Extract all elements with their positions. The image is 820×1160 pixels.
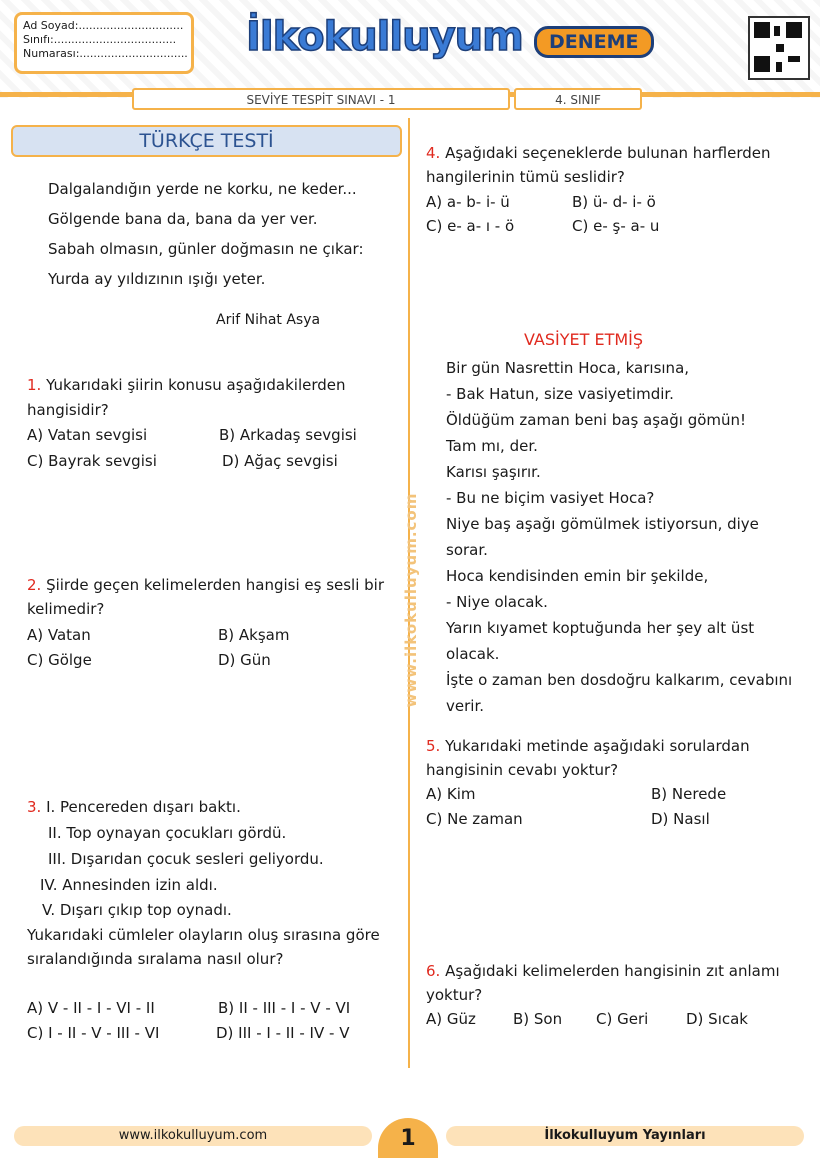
option-d[interactable]: D) III - I - II - IV - V — [216, 1024, 350, 1042]
story-line: Öldüğüm zaman beni baş aşağı gömün! — [446, 411, 747, 429]
story-line: Karısı şaşırır. — [446, 463, 541, 481]
option-a[interactable]: A) a- b- i- ü — [426, 193, 510, 211]
number-line: Numarası:............................... — [23, 47, 188, 60]
poem-line: Gölgende bana da, bana da yer ver. — [48, 210, 318, 228]
option-c[interactable]: C) e- a- ı - ö — [426, 217, 515, 235]
question-number: 2. — [27, 576, 42, 594]
story-line: - Niye olacak. — [446, 593, 548, 611]
option-b[interactable]: B) ü- d- i- ö — [572, 193, 656, 211]
class-line: Sınıfı:................................... — [23, 33, 177, 46]
question-3-item: 3. I. Pencereden dışarı baktı. — [27, 798, 241, 816]
question-3-item: II. Top oynayan çocukları gördü. — [48, 824, 287, 842]
question-6-stem-cont: yoktur? — [426, 986, 483, 1004]
footer-website[interactable]: www.ilkokulluyum.com — [14, 1126, 372, 1146]
question-number: 1. — [27, 376, 42, 394]
question-5-stem-cont: hangisinin cevabı yoktur? — [426, 761, 619, 779]
option-d[interactable]: D) Nasıl — [651, 810, 710, 828]
question-number: 6. — [426, 962, 441, 980]
option-b[interactable]: B) Arkadaş sevgisi — [219, 426, 357, 444]
story-line: Tam mı, der. — [446, 437, 538, 455]
story-line: sorar. — [446, 541, 488, 559]
story-line: - Bak Hatun, size vasiyetimdir. — [446, 385, 674, 403]
question-6-stem: 6. Aşağıdaki kelimelerden hangisinin zıt anlamı — [426, 962, 780, 980]
question-2-stem: 2. Şiirde geçen kelimelerden hangisi eş sesli bir — [27, 576, 385, 594]
qr-code-icon — [748, 16, 810, 80]
page-number: 1 — [378, 1118, 438, 1158]
option-a[interactable]: A) Vatan — [27, 626, 91, 644]
question-3-stem: Yukarıdaki cümleler olayların oluş sırasına göre — [27, 926, 380, 944]
option-b[interactable]: B) Son — [513, 1010, 563, 1028]
story-line: Hoca kendisinden emin bir şekilde, — [446, 567, 709, 585]
story-line: Bir gün Nasrettin Hoca, karısına, — [446, 359, 690, 377]
question-4-stem-cont: hangilerinin tümü seslidir? — [426, 168, 625, 186]
story-line: olacak. — [446, 645, 500, 663]
option-d[interactable]: C) e- ş- a- u — [572, 217, 660, 235]
option-d[interactable]: D) Gün — [218, 651, 271, 669]
story-line: - Bu ne biçim vasiyet Hoca? — [446, 489, 655, 507]
option-a[interactable]: A) Vatan sevgisi — [27, 426, 148, 444]
question-3-item: V. Dışarı çıkıp top oynadı. — [42, 901, 232, 919]
story-line: İşte o zaman ben dosdoğru kalkarım, cevabını — [446, 671, 793, 689]
footer-publisher: İlkokulluyum Yayınları — [446, 1126, 804, 1146]
question-3-stem-cont: sıralandığında sıralama nasıl olur? — [27, 950, 284, 968]
grade-bar: 4. SINIF — [514, 88, 642, 110]
poem-line: Yurda ay yıldızının ışığı yeter. — [48, 270, 266, 288]
option-b[interactable]: B) Akşam — [218, 626, 290, 644]
option-d[interactable]: D) Sıcak — [686, 1010, 748, 1028]
question-4-stem: 4. Aşağıdaki seçeneklerde bulunan harflerden — [426, 144, 771, 162]
option-d[interactable]: D) Ağaç sevgisi — [222, 452, 338, 470]
question-number: 4. — [426, 144, 441, 162]
story-line: Niye baş aşağı gömülmek istiyorsun, diye — [446, 515, 759, 533]
section-title: TÜRKÇE TESTİ — [11, 125, 402, 157]
story-line: Yarın kıyamet koptuğunda her şey alt üst — [446, 619, 755, 637]
option-b[interactable]: B) II - III - I - V - VI — [218, 999, 351, 1017]
poet-name: Arif Nihat Asya — [216, 312, 321, 328]
option-c[interactable]: C) Geri — [596, 1010, 649, 1028]
option-b[interactable]: B) Nerede — [651, 785, 727, 803]
option-c[interactable]: C) I - II - V - III - VI — [27, 1024, 160, 1042]
deneme-badge: DENEME — [534, 26, 654, 58]
poem-line: Sabah olmasın, günler doğmasın ne çıkar: — [48, 240, 364, 258]
exam-name-bar: SEVİYE TESPİT SINAVI - 1 — [132, 88, 510, 110]
question-1-stem: 1. Yukarıdaki şiirin konusu aşağıdakilerden — [27, 376, 346, 394]
question-3-item: IV. Annesinden izin aldı. — [40, 876, 218, 894]
option-c[interactable]: C) Bayrak sevgisi — [27, 452, 157, 470]
option-a[interactable]: A) Güz — [426, 1010, 476, 1028]
option-a[interactable]: A) Kim — [426, 785, 476, 803]
story-title: VASİYET ETMİŞ — [524, 330, 644, 349]
option-a[interactable]: A) V - II - I - VI - II — [27, 999, 155, 1017]
story-line: verir. — [446, 697, 484, 715]
brand-logo: İlkokulluyum — [246, 14, 523, 60]
student-info-box — [14, 12, 194, 74]
question-1-stem-cont: hangisidir? — [27, 401, 109, 419]
question-number: 5. — [426, 737, 441, 755]
name-line: Ad Soyad:.............................. — [23, 19, 184, 32]
question-number: 3. — [27, 798, 42, 816]
question-5-stem: 5. Yukarıdaki metinde aşağıdaki sorulardan — [426, 737, 750, 755]
poem-line: Dalgalandığın yerde ne korku, ne keder... — [48, 180, 357, 198]
option-c[interactable]: C) Ne zaman — [426, 810, 523, 828]
option-c[interactable]: C) Gölge — [27, 651, 92, 669]
vertical-watermark: www.ilkokulluyum.com — [402, 492, 420, 708]
question-3-item: III. Dışarıdan çocuk sesleri geliyordu. — [48, 850, 324, 868]
question-2-stem-cont: kelimedir? — [27, 600, 105, 618]
story-text — [446, 355, 792, 719]
